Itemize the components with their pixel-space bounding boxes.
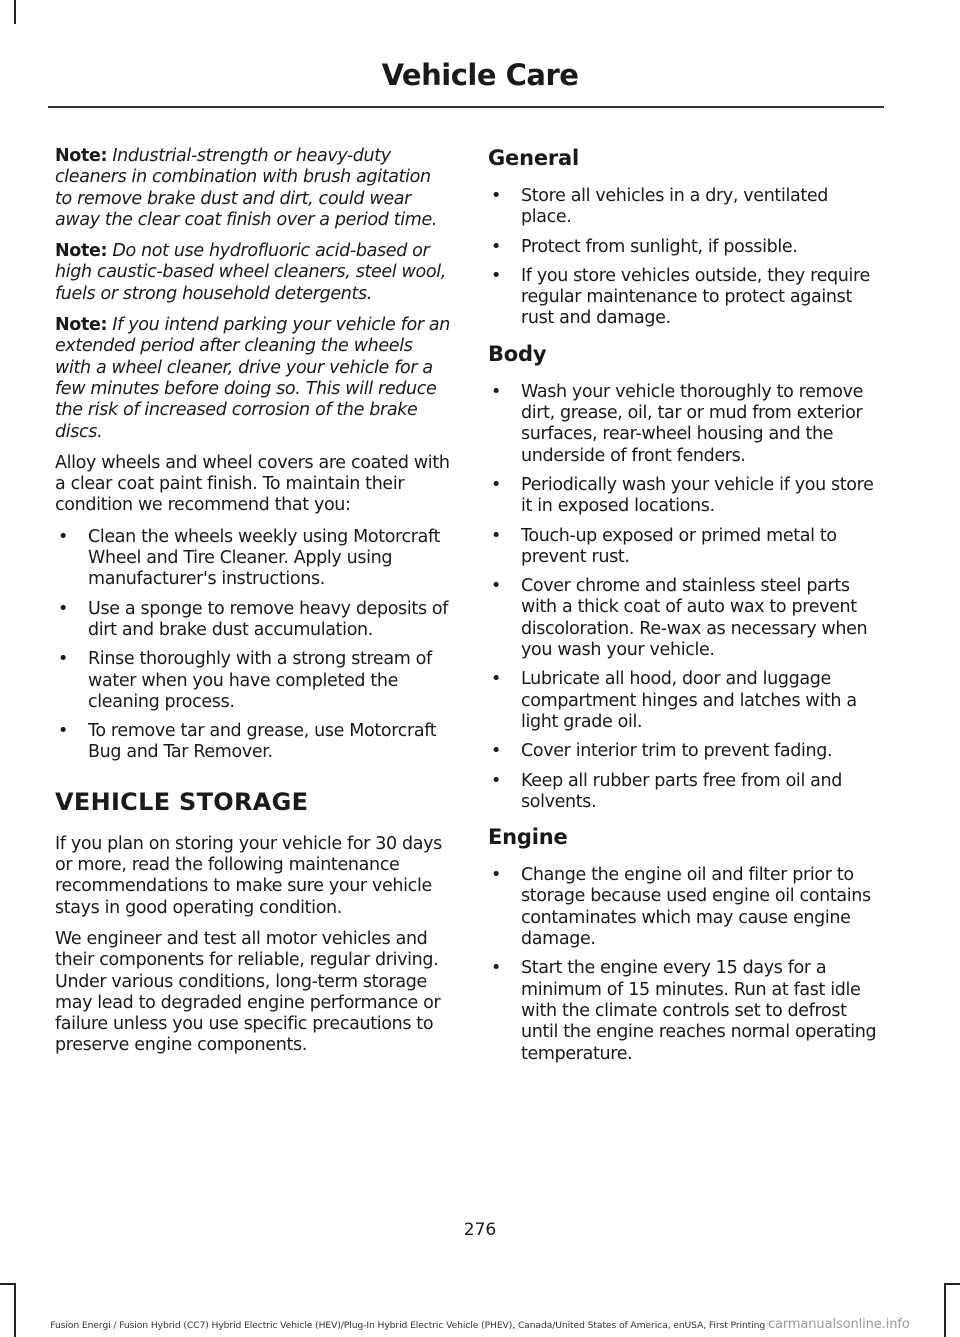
body-bullet-list <box>488 382 882 813</box>
list-item: • Lubricate all hood, door and luggage compartment hinges and latches with a light grade oil. <box>491 669 857 732</box>
watermark: carmanualsonline.info <box>767 1317 910 1332</box>
header-divider <box>48 106 884 108</box>
list-item: • Keep all rubber parts free from oil and solvents. <box>491 770 843 812</box>
list-item: • Wash your vehicle thoroughly to remove dirt, grease, oil, tar or mud from exterior surfaces, rear-wheel housing and the underside of front fenders. <box>491 381 864 466</box>
subheading-body: Body <box>488 341 547 366</box>
list-item: • Touch-up exposed or primed metal to prevent rust. <box>491 525 837 567</box>
list-item: • Cover chrome and stainless steel parts with a thick coat of auto wax to prevent discoloration. Re-wax as necessary when you wash your vehicle. <box>491 576 868 661</box>
left-column <box>55 146 450 1067</box>
list-item: • Change the engine oil and filter prior to storage because used engine oil contains contaminates which may cause engine damage. <box>491 865 871 950</box>
note-paragraph: Note: Do not use hydrofluoric acid-based or high caustic-based wheel cleaners, steel wool, fuels or strong household detergents. <box>55 241 446 304</box>
list-item: • Rinse thoroughly with a strong stream of water when you have completed the cleaning process. <box>58 649 432 712</box>
storage-paragraph: We engineer and test all motor vehicles and their components for reliable, regular driving. Under various conditions, long-term storage may lead to degraded engine performance or failure unless you use specific precautions to preserve engine components. <box>55 928 441 1056</box>
alloy-intro: Alloy wheels and wheel covers are coated with a clear coat paint finish. To maintain their condition we recommend that you: <box>55 452 450 516</box>
subheading-general: General <box>488 146 579 170</box>
crop-mark-bottom-right-h <box>944 1283 960 1285</box>
footer-text: Fusion Energi / Fusion Hybrid (CC7) Hybrid Electric Vehicle (HEV)/Plug-In Hybrid Electric Vehicle (PHEV), Canada/United States of America, enUSA, First Printing carmanualsonline.info <box>50 1317 910 1332</box>
general-bullet-list <box>488 186 882 330</box>
crop-mark-bottom-left-h <box>0 1283 16 1285</box>
alloy-bullet-list <box>55 527 450 764</box>
page-title: Vehicle Care <box>381 58 579 92</box>
storage-paragraph: If you plan on storing your vehicle for 30 days or more, read the following maintenance recommendations to make sure your vehicle stays in good operating condition. <box>55 833 442 918</box>
list-item: • If you store vehicles outside, they require regular maintenance to protect against rust and damage. <box>491 265 870 329</box>
list-item: • Periodically wash your vehicle if you store it in exposed locations. <box>491 474 874 517</box>
engine-bullet-list <box>488 865 882 1065</box>
list-item: • Use a sponge to remove heavy deposits of dirt and brake dust accumulation. <box>58 598 449 640</box>
note-paragraph: Note: If you intend parking your vehicle for an extended period after cleaning the wheels with a wheel cleaner, drive your vehicle for a few minutes before doing so. This will reduce the risk of increased corrosion of the brake discs. <box>55 315 450 442</box>
crop-mark-top-left <box>14 0 16 24</box>
list-item: • Cover interior trim to prevent fading. <box>491 741 833 762</box>
list-item: • Protect from sunlight, if possible. <box>491 236 798 257</box>
section-heading-vehicle-storage: VEHICLE STORAGE <box>55 787 309 816</box>
note-paragraph: Note: Industrial-strength or heavy-duty cleaners in combination with brush agitation to remove brake dust and dirt, could wear away the clear coat finish over a period time. <box>55 146 438 230</box>
list-item: • To remove tar and grease, use Motorcraft Bug and Tar Remover. <box>58 721 437 763</box>
list-item: • Clean the wheels weekly using Motorcraft Wheel and Tire Cleaner. Apply using manufacturer's instructions. <box>58 526 441 590</box>
subheading-engine: Engine <box>488 825 568 850</box>
list-item: • Start the engine every 15 days for a minimum of 15 minutes. Run at fast idle with the climate controls set to defrost until the engine reaches normal operating temperature. <box>491 958 877 1064</box>
list-item: • Store all vehicles in a dry, ventilated place. <box>491 186 829 228</box>
page-number: 276 <box>463 1220 497 1240</box>
right-column <box>488 146 882 1077</box>
